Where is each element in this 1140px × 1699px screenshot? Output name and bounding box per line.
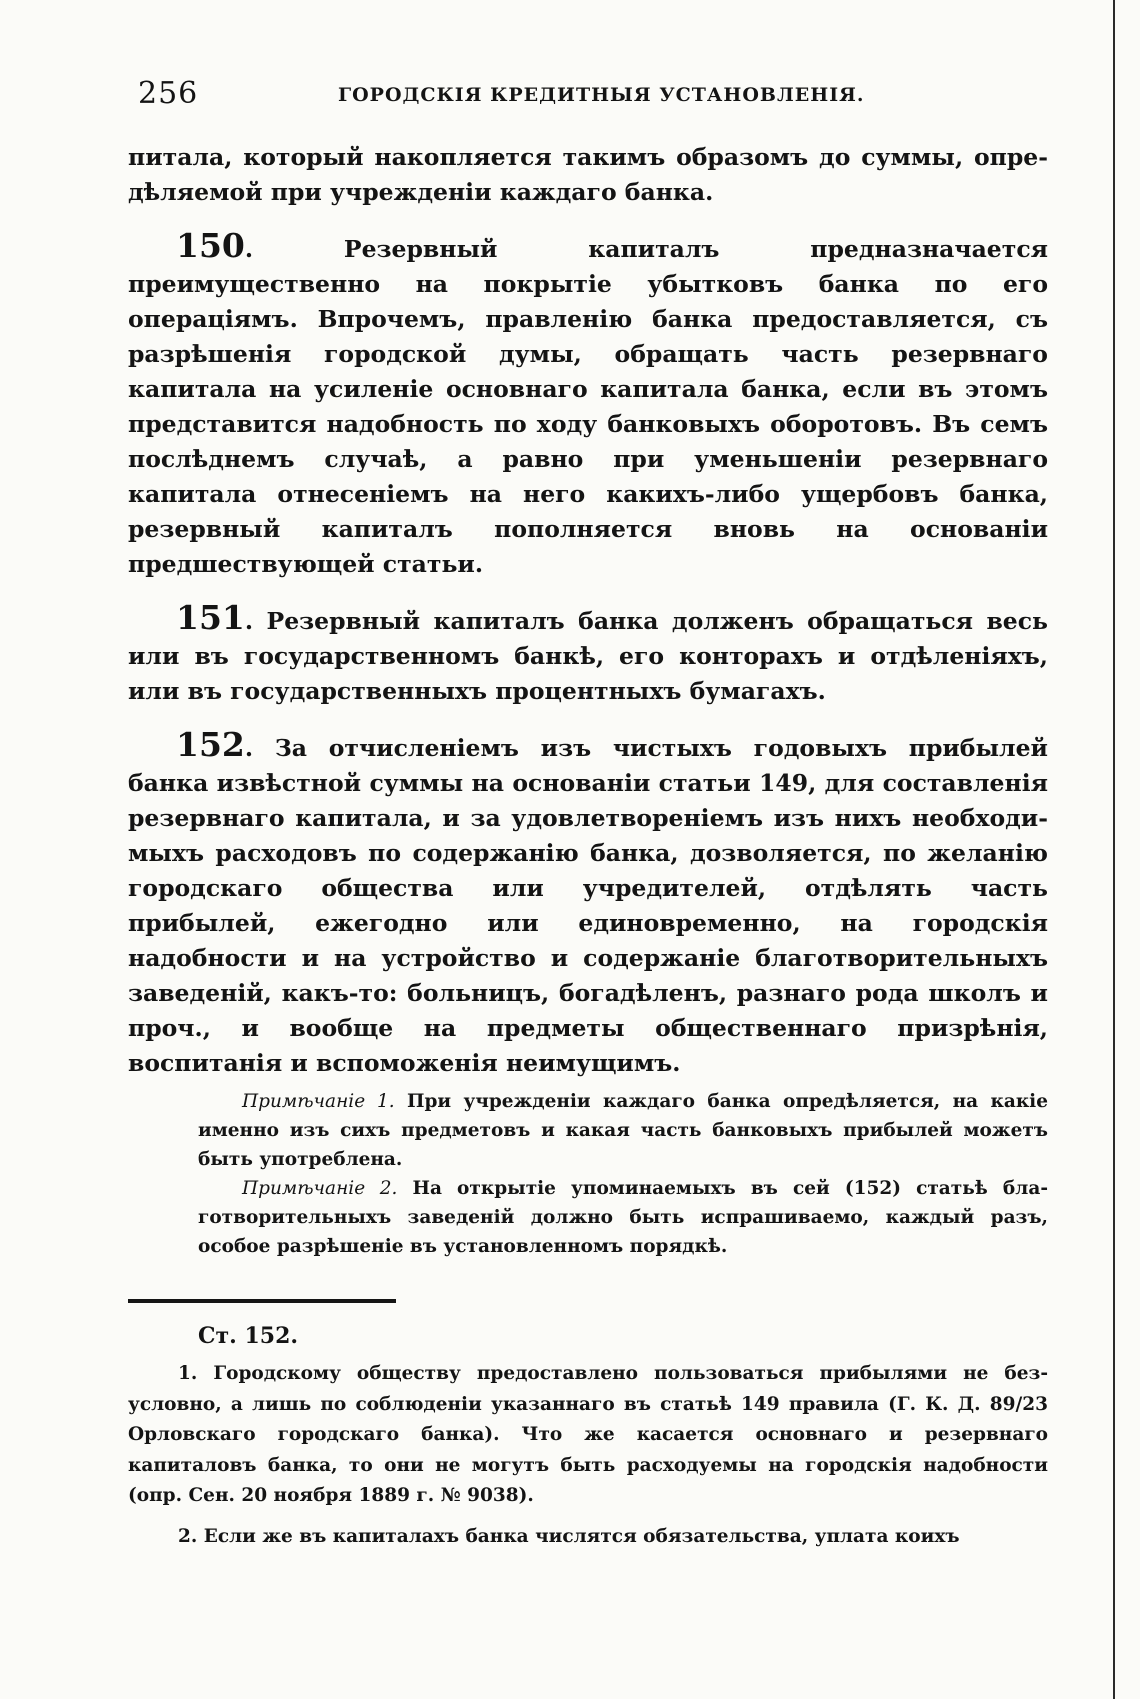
page-edge-line (1113, 0, 1115, 1699)
note-1 (198, 1087, 1048, 1174)
article-number: 152 (176, 725, 245, 764)
footnote-item: 2. Если же въ капиталахъ банка числятся обязательства, уплата коихъ (178, 1525, 960, 1547)
note-label: Примѣчаніе 2. (242, 1178, 398, 1199)
article-text: Резервный капиталъ предназначается преимущественно на покрытіе убытковъ банка по его операціямъ. Впрочемъ, правленію банка предоставляется, съ разрѣшенія городской думы, обращать часть резервнаго капитала на усиленіе основнаго капитала банка, если въ этомъ представится надобность по ходу банковыхъ оборотовъ. Въ семъ послѣднемъ случаѣ, а равно при уменьшеніи резервнаго капитала отнесеніемъ на него какихъ-либо ущербовъ банка, резервный капиталъ пополняется вновь на основаніи предшествующей статьи. (128, 235, 1048, 578)
footnote-heading: Ст. 152. (198, 1323, 299, 1349)
notes-block (198, 1087, 1048, 1261)
footnote-item: 1. Городскому обществу предоставлено пользоваться прибылями не безусловно, а лишь по соблюденіи указаннаго въ статьѣ 149 правила (Г. К. Д. 89/23 Орловскаго городскаго банка). Что же касается основнаго и резервнаго капиталовъ банка, то они не могутъ быть расходуемы на городскія надобности (опр. Сен. 20 ноября 1889 г. № 9038). (128, 1363, 1048, 1506)
article-152: 152. За отчисленіемъ изъ чистыхъ годовыхъ прибылей банка извѣстной суммы на основаніи статьи 149, для составленія резервнаго капитала, и за удовлетвореніемъ изъ нихъ необходимыхъ расходовъ по содержанію банка, дозволяется, по желанію городскаго общества или учредителей, отдѣлять часть прибылей, ежегодно или единовременно, на городскія надобности и на устройство и содержаніе благотворительныхъ заведеній, какъ-то: больницъ, богадѣленъ, разнаго рода школъ и проч., и вообще на предметы общественнаго призрѣнія, воспитанія и вспоможенія неимущимъ. (128, 725, 1048, 1077)
book-page (128, 70, 1048, 1552)
article-150: 150. Резервный капиталъ предназначается преимущественно на покрытіе убытковъ банка по его операціямъ. Впрочемъ, правленію банка предоставляется, съ разрѣшенія городской думы, обращать часть резервнаго капитала на усиленіе основнаго капитала банка, если въ этомъ представится надобность по ходу банковыхъ оборотовъ. Въ семъ послѣднемъ случаѣ, а равно при уменьшеніи резервнаго капитала отнесеніемъ на него какихъ-либо ущербовъ банка, резервный капиталъ пополняется вновь на основаніи предшествующей статьи. (128, 226, 1048, 578)
page-header (128, 70, 1048, 110)
footnote-separator (128, 1299, 396, 1303)
running-title: ГОРОДСКІЯ КРЕДИТНЫЯ УСТАНОВЛЕНІЯ. (338, 84, 865, 106)
note-text: При учрежденіи каждаго банка опредѣляется, на какіе именно изъ сихъ предметовъ и какая часть банковыхъ прибылей можетъ быть употреблена. (198, 1091, 1048, 1170)
article-text: Резервный капиталъ банка долженъ обращаться весь или въ государственномъ банкѣ, его конторахъ и отдѣленіяхъ, или въ государственныхъ процентныхъ бумагахъ. (128, 607, 1048, 705)
continuation-paragraph: питала, который накопляется такимъ образомъ до суммы, опредѣляемой при учрежденіи каждаго банка. (128, 143, 1048, 206)
page-number: 256 (138, 76, 199, 111)
note-label: Примѣчаніе 1. (242, 1091, 395, 1112)
note-2 (198, 1174, 1048, 1261)
article-text: За отчисленіемъ изъ чистыхъ годовыхъ прибылей банка извѣстной суммы на основаніи статьи 149, для составленія резервнаго капитала, и за удовлетвореніемъ изъ нихъ необходимыхъ расходовъ по содержанію банка, дозволяется, по желанію городскаго общества или учредителей, отдѣлять часть прибылей, ежегодно или единовременно, на городскія надобности и на устройство и содержаніе благотворительныхъ заведеній, какъ-то: больницъ, богадѣленъ, разнаго рода школъ и проч., и вообще на предметы общественнаго призрѣнія, воспитанія и вспоможенія неимущимъ. (128, 734, 1048, 1077)
note-text: На открытіе упоминаемыхъ въ сей (152) статьѣ благотворительныхъ заведеній должно быть испрашиваемо, каждый разъ, особое разрѣшеніе въ установленномъ порядкѣ. (198, 1178, 1048, 1257)
article-number: 150 (176, 226, 245, 265)
article-151: 151. Резервный капиталъ банка долженъ обращаться весь или въ государственномъ банкѣ, его конторахъ и отдѣленіяхъ, или въ государственныхъ процентныхъ бумагахъ. (128, 598, 1048, 705)
article-number: 151 (176, 598, 245, 637)
